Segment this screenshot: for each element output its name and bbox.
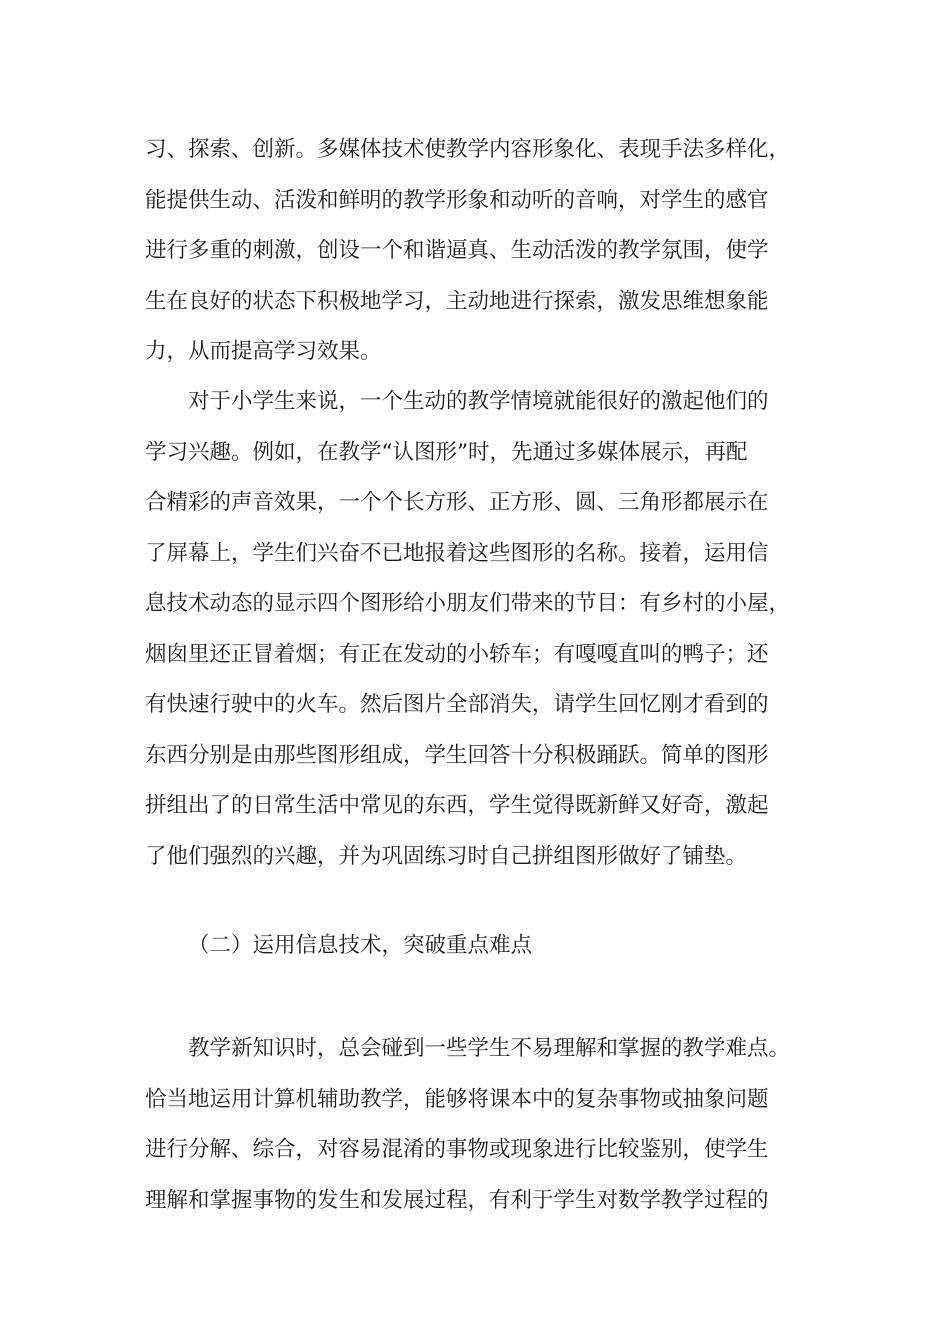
text-line: 合精彩的声音效果，一个个长方形、正方形、圆、三角形都展示在	[145, 490, 769, 515]
text-line: 东西分别是由那些图形组成，学生回答十分积极踊跃。简单的图形	[145, 742, 769, 768]
text-line: 进行分解、综合，对容易混淆的事物或现象进行比较鉴别，使学生	[145, 1137, 769, 1162]
text-line: 理解和掌握事物的发生和发展过程，有利于学生对数学教学过程的	[145, 1187, 769, 1213]
text-line: 烟囱里还正冒着烟；有正在发动的小轿车；有嘎嘎直叫的鸭子；还	[145, 641, 769, 667]
text-line: 进行多重的刺激，创设一个和谐逼真、生动活泼的教学氛围，使学	[145, 238, 769, 263]
text-line: 对于小学生来说，一个生动的教学情境就能很好的激起他们的	[188, 389, 769, 414]
text-line: 习、探索、创新。多媒体技术使教学内容形象化、表现手法多样化，	[145, 137, 791, 162]
text-line: 息技术动态的显示四个图形给小朋友们带来的节目：有乡村的小屋，	[145, 591, 791, 616]
section-heading: （二）运用信息技术，突破重点难点	[188, 933, 533, 958]
paragraph-2	[145, 377, 810, 882]
text-line: 教学新知识时，总会碰到一些学生不易理解和掌握的教学难点。	[188, 1036, 791, 1061]
text-line: 恰当地运用计算机辅助教学，能够将课本中的复杂事物或抽象问题	[145, 1086, 769, 1112]
text-line: 学习兴趣。例如，在教学“认图形”时，先通过多媒体展示，再配	[145, 439, 748, 465]
text-line: 了屏幕上，学生们兴奋不已地报着这些图形的名称。接着，运用信	[145, 540, 769, 566]
text-line: 有快速行驶中的火车。然后图片全部消失，请学生回忆刚才看到的	[145, 692, 769, 717]
paragraph-1	[145, 125, 810, 378]
text-line: 了他们强烈的兴趣，并为巩固练习时自己拼组图形做好了铺垫。	[145, 843, 748, 869]
paragraph-3	[145, 1024, 810, 1226]
text-line: 拼组出了的日常生活中常见的东西，学生觉得既新鲜又好奇，激起	[145, 793, 769, 818]
text-line: 力，从而提高学习效果。	[145, 339, 382, 364]
text-line: 能提供生动、活泼和鲜明的教学形象和动听的音响，对学生的感官	[145, 187, 769, 213]
text-line: 生在良好的状态下积极地学习，主动地进行探索，激发思维想象能	[145, 288, 769, 314]
